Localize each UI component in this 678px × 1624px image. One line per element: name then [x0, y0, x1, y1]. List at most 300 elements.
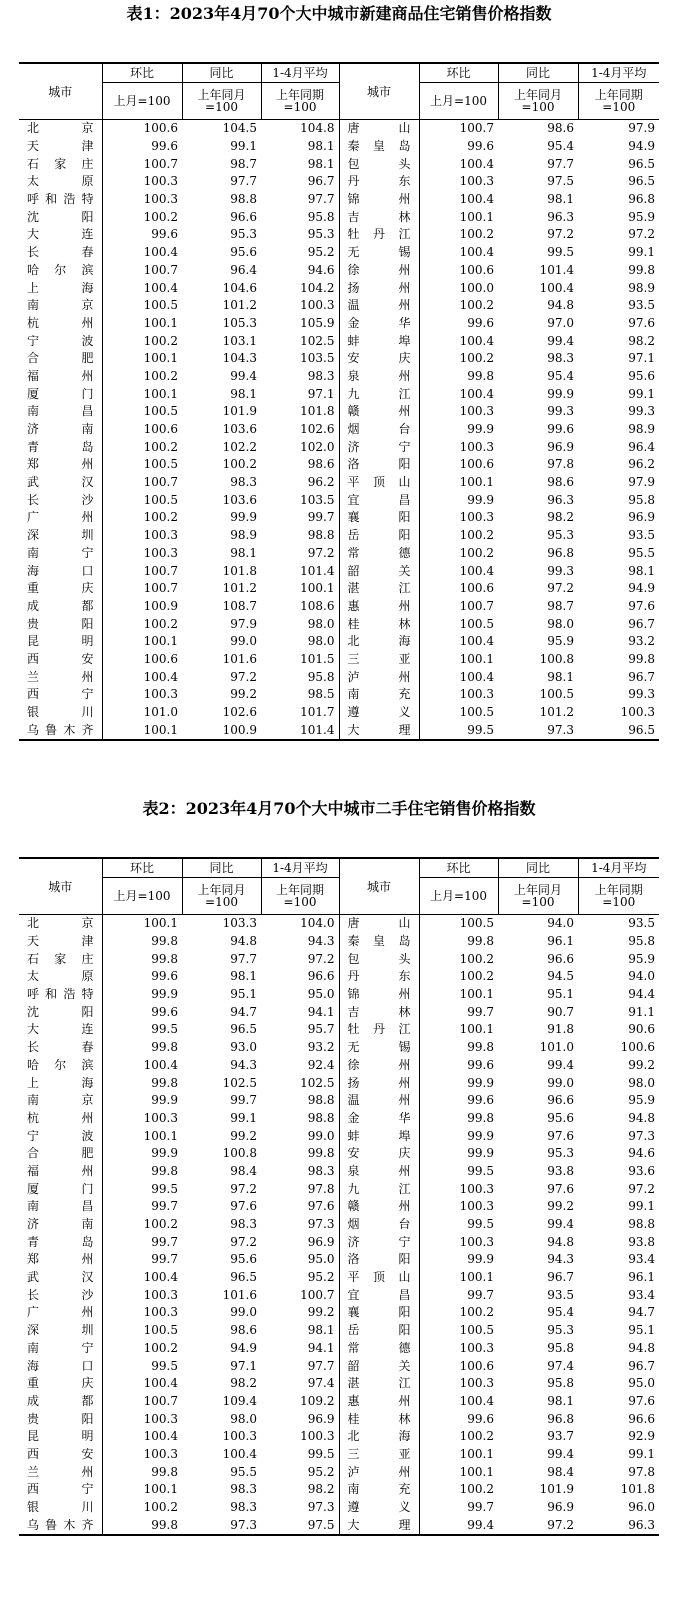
mom-value-left: 100.3: [143, 192, 178, 207]
mom-value-right: 100.2: [459, 1482, 494, 1497]
avg-value-left: 97.1: [261, 385, 339, 403]
avg-value-right: 96.4: [628, 439, 655, 454]
city-name-right: 宜 昌: [339, 491, 419, 509]
city-name-left: 郑 州: [19, 456, 102, 474]
mom-value-left: 99.9: [151, 1146, 178, 1161]
table1-new-housing-price-index: [19, 62, 659, 741]
mom-value-left: 100.5: [143, 1323, 178, 1338]
avg-value-right: 97.9: [628, 121, 655, 136]
table-row: [19, 474, 659, 492]
mom-value-right: 100.0: [459, 280, 494, 295]
table-row: [19, 1145, 659, 1163]
mom-value-left: 99.6: [151, 139, 178, 154]
avg-value-right: 98.1: [628, 563, 655, 578]
avg-value-right: 97.8: [628, 1464, 655, 1479]
mom-value-left: 100.2: [143, 439, 178, 454]
yoy-value-right: 98.4: [547, 1464, 574, 1479]
table2-second-hand-housing-price-index: [19, 857, 659, 1536]
mom-value-right: 99.8: [467, 1040, 494, 1055]
mom-header: 环比: [419, 63, 498, 83]
mom-value-right: 100.2: [459, 951, 494, 966]
city-name-right: 泉 州: [339, 1163, 419, 1181]
city-name-right: 南 充: [339, 686, 419, 704]
city-name-right: 蚌 埠: [339, 332, 419, 350]
yoy-value-right: 97.2: [547, 227, 574, 242]
avg-value-right: 96.9: [628, 510, 655, 525]
yoy-value-left: 103.3: [222, 916, 257, 931]
mom-header: 环比: [419, 858, 498, 878]
avg-value-right: 94.6: [628, 1146, 655, 1161]
mom-value-left: 100.4: [143, 669, 178, 684]
yoy-value-right: 97.5: [547, 174, 574, 189]
city-name-left: 北 京: [19, 915, 102, 933]
avg-value-left: 100.3: [261, 297, 339, 315]
mom-value-left: 100.4: [143, 280, 178, 295]
avg-value-right: 98.9: [628, 280, 655, 295]
city-name-right: 九 江: [339, 1180, 419, 1198]
mom-value-right: 99.5: [467, 1217, 494, 1232]
city-name-right: 常 德: [339, 1340, 419, 1358]
avg-value-right: 95.0: [628, 1376, 655, 1391]
yoy-value-left: 100.4: [222, 1446, 257, 1461]
mom-value-left: 100.6: [143, 422, 178, 437]
mom-value-left: 100.7: [143, 475, 178, 490]
table-row: [19, 456, 659, 474]
table-row: [19, 262, 659, 280]
avg-value-right: 97.6: [628, 315, 655, 330]
yoy-header: 同比: [182, 858, 261, 878]
city-name-left: 南 宁: [19, 545, 102, 563]
yoy-value-left: 97.2: [230, 1181, 257, 1196]
city-name-right: 平 顶 山: [339, 1269, 419, 1287]
mom-value-right: 100.3: [459, 174, 494, 189]
yoy-value-right: 96.1: [547, 934, 574, 949]
city-name-left: 天 津: [19, 933, 102, 951]
mom-value-right: 100.6: [459, 262, 494, 277]
city-name-left: 合 肥: [19, 1145, 102, 1163]
mom-value-right: 100.5: [459, 616, 494, 631]
avg-value-left: 95.2: [261, 1269, 339, 1287]
yoy-value-left: 102.5: [222, 1075, 257, 1090]
yoy-value-left: 101.6: [222, 1287, 257, 1302]
city-name-left: 兰 州: [19, 1463, 102, 1481]
yoy-value-right: 99.4: [547, 333, 574, 348]
mom-value-right: 100.3: [459, 510, 494, 525]
yoy-value-right: 94.5: [547, 969, 574, 984]
avg-value-right: 99.3: [628, 404, 655, 419]
table-row: [19, 651, 659, 669]
yoy-value-right: 93.7: [547, 1429, 574, 1444]
city-name-right: 无 锡: [339, 244, 419, 262]
yoy-value-left: 101.8: [222, 563, 257, 578]
table-row: [19, 545, 659, 563]
avg-value-left: 102.0: [261, 438, 339, 456]
table-row: [19, 1039, 659, 1057]
city-name-right: 桂 林: [339, 1410, 419, 1428]
yoy-value-right: 95.8: [547, 1376, 574, 1391]
city-name-right: 遵 义: [339, 704, 419, 722]
city-name-right: 常 德: [339, 545, 419, 563]
city-name-left: 青 岛: [19, 438, 102, 456]
mom-value-right: 100.2: [459, 545, 494, 560]
avg-value-right: 91.1: [628, 1004, 655, 1019]
city-name-left: 乌鲁木齐: [19, 1516, 102, 1535]
yoy-value-right: 99.6: [547, 422, 574, 437]
yoy-value-right: 95.3: [547, 1323, 574, 1338]
yoy-value-left: 100.8: [222, 1146, 257, 1161]
mom-base-header: 上月=100: [102, 83, 182, 120]
avg-value-right: 96.3: [578, 1516, 659, 1535]
city-name-left: 杭 州: [19, 315, 102, 333]
mom-value-right: 100.3: [459, 439, 494, 454]
city-name-right: 温 州: [339, 297, 419, 315]
mom-value-right: 100.1: [459, 987, 494, 1002]
table-row: [19, 1092, 659, 1110]
mom-value-left: 99.8: [151, 934, 178, 949]
yoy-value-left: 95.5: [230, 1464, 257, 1479]
avg-value-left: 96.7: [261, 173, 339, 191]
mom-value-right: 99.6: [467, 1093, 494, 1108]
yoy-value-right: 101.0: [539, 1040, 574, 1055]
avg-value-right: 96.5: [628, 174, 655, 189]
city-name-left: 南 宁: [19, 1340, 102, 1358]
avg-value-left: 98.3: [261, 1163, 339, 1181]
mom-header: 环比: [102, 63, 182, 83]
city-name-right: 襄 阳: [339, 509, 419, 527]
mom-base-header: 上月=100: [419, 83, 498, 120]
avg-value-right: 96.5: [628, 156, 655, 171]
avg-value-right: 96.7: [628, 669, 655, 684]
city-name-right: 济 宁: [339, 1233, 419, 1251]
city-name-left: 呼和浩特: [19, 191, 102, 209]
mom-value-right: 100.7: [459, 598, 494, 613]
avg-value-left: 103.5: [261, 491, 339, 509]
mom-value-right: 99.7: [467, 1500, 494, 1515]
city-name-left: 呼和浩特: [19, 986, 102, 1004]
city-name-right: 唐 山: [339, 915, 419, 933]
yoy-value-right: 97.7: [547, 156, 574, 171]
yoy-value-left: 101.6: [222, 651, 257, 666]
avg-value-right: 99.1: [628, 245, 655, 260]
city-name-left: 武 汉: [19, 474, 102, 492]
avg-value-right: 99.2: [628, 1057, 655, 1072]
city-name-left: 海 口: [19, 1357, 102, 1375]
avg-value-right: 96.6: [628, 1411, 655, 1426]
table-row: [19, 950, 659, 968]
avg-value-right: 95.9: [628, 951, 655, 966]
city-name-right: 湛 江: [339, 580, 419, 598]
yoy-value-right: 95.1: [547, 987, 574, 1002]
yoy-value-right: 99.3: [547, 404, 574, 419]
avg-value-right: 97.6: [628, 1393, 655, 1408]
yoy-value-left: 100.3: [222, 1429, 257, 1444]
mom-value-right: 100.1: [459, 1022, 494, 1037]
city-header: 城市: [339, 858, 419, 915]
mom-value-left: 100.2: [143, 1217, 178, 1232]
city-name-right: 洛 阳: [339, 456, 419, 474]
avg-value-left: 97.5: [261, 1516, 339, 1535]
city-name-right: 宜 昌: [339, 1286, 419, 1304]
yoy-value-left: 98.7: [230, 156, 257, 171]
mom-value-right: 100.3: [459, 1340, 494, 1355]
yoy-value-right: 95.4: [547, 368, 574, 383]
yoy-value-right: 96.9: [547, 1500, 574, 1515]
mom-value-right: 100.4: [459, 563, 494, 578]
yoy-value-right: 96.8: [547, 1411, 574, 1426]
yoy-value-right: 95.4: [547, 139, 574, 154]
city-name-left: 北 京: [19, 120, 102, 138]
city-name-right: 济 宁: [339, 438, 419, 456]
yoy-value-right: 95.3: [547, 1146, 574, 1161]
city-name-left: 石 家 庄: [19, 950, 102, 968]
yoy-value-right: 95.4: [547, 1305, 574, 1320]
yoy-value-left: 97.7: [230, 951, 257, 966]
table-row: [19, 1410, 659, 1428]
avg-value-left: 97.3: [261, 1499, 339, 1517]
mom-value-right: 100.5: [459, 1323, 494, 1338]
table-row: [19, 1127, 659, 1145]
mom-value-right: 99.8: [467, 368, 494, 383]
yoy-value-right: 98.3: [547, 351, 574, 366]
mom-value-left: 100.3: [143, 687, 178, 702]
yoy-base-header: 上年同月=100: [182, 878, 261, 915]
mom-value-right: 100.2: [459, 298, 494, 313]
yoy-value-left: 96.5: [230, 1270, 257, 1285]
yoy-value-left: 101.2: [222, 298, 257, 313]
table-row: [19, 1499, 659, 1517]
city-name-right: 泸 州: [339, 1463, 419, 1481]
city-name-left: 南 京: [19, 297, 102, 315]
mom-value-right: 99.9: [467, 1128, 494, 1143]
yoy-value-right: 97.3: [498, 721, 578, 740]
city-name-left: 大 连: [19, 1021, 102, 1039]
avg-value-right: 95.5: [628, 545, 655, 560]
yoy-value-left: 97.1: [230, 1358, 257, 1373]
table-row: [19, 686, 659, 704]
city-name-right: 金 华: [339, 315, 419, 333]
yoy-value-left: 98.1: [230, 386, 257, 401]
yoy-value-right: 98.6: [547, 121, 574, 136]
avg-value-right: 96.7: [628, 1358, 655, 1373]
avg-value-right: 100.6: [620, 1040, 655, 1055]
city-name-left: 宁 波: [19, 332, 102, 350]
avg-value-right: 95.9: [628, 209, 655, 224]
yoy-value-left: 99.0: [230, 634, 257, 649]
yoy-value-left: 99.4: [230, 368, 257, 383]
city-name-left: 广 州: [19, 1304, 102, 1322]
table-row: [19, 1393, 659, 1411]
yoy-value-right: 99.4: [547, 1057, 574, 1072]
table-row: [19, 368, 659, 386]
avg-value-left: 101.4: [261, 562, 339, 580]
table-row: [19, 279, 659, 297]
table-row: [19, 1269, 659, 1287]
mom-value-left: 100.2: [143, 1340, 178, 1355]
mom-value-left: 100.9: [143, 598, 178, 613]
mom-value-left: 100.3: [143, 1305, 178, 1320]
avg-header: 1-4月平均: [261, 63, 339, 83]
city-name-right: 南 充: [339, 1481, 419, 1499]
city-name-right: 三 亚: [339, 651, 419, 669]
city-name-left: 太 原: [19, 968, 102, 986]
avg-value-right: 93.5: [628, 528, 655, 543]
avg-value-right: 94.0: [628, 969, 655, 984]
avg-value-left: 95.2: [261, 244, 339, 262]
table-row: [19, 633, 659, 651]
avg-value-left: 100.7: [261, 1286, 339, 1304]
yoy-value-left: 99.1: [230, 139, 257, 154]
avg-value-right: 99.1: [628, 386, 655, 401]
avg-value-right: 96.1: [628, 1270, 655, 1285]
mom-value-left: 99.5: [151, 1181, 178, 1196]
city-name-right: 大 理: [339, 1516, 419, 1535]
yoy-value-left: 96.4: [230, 262, 257, 277]
table-row: [19, 297, 659, 315]
table-row: [19, 1110, 659, 1128]
city-name-left: 深 圳: [19, 527, 102, 545]
table-row: [19, 562, 659, 580]
avg-value-left: 94.3: [261, 933, 339, 951]
yoy-value-left: 95.3: [230, 227, 257, 242]
avg-value-left: 104.0: [261, 915, 339, 933]
city-name-left: 广 州: [19, 509, 102, 527]
table-row: [19, 1286, 659, 1304]
city-name-left: 沈 阳: [19, 1003, 102, 1021]
avg-value-left: 109.2: [261, 1393, 339, 1411]
city-name-right: 温 州: [339, 1092, 419, 1110]
city-name-left: 南 京: [19, 1092, 102, 1110]
avg-value-right: 95.9: [628, 1093, 655, 1108]
city-name-right: 秦 皇 岛: [339, 933, 419, 951]
mom-value-right: 100.1: [459, 1270, 494, 1285]
avg-value-right: 96.7: [628, 616, 655, 631]
table1-body: [19, 120, 659, 741]
city-name-right: 锦 州: [339, 191, 419, 209]
city-name-left: 贵 阳: [19, 615, 102, 633]
city-name-right: 包 头: [339, 155, 419, 173]
avg-value-left: 98.2: [261, 1481, 339, 1499]
avg-value-left: 94.6: [261, 262, 339, 280]
avg-base-header: 上年同期=100: [261, 83, 339, 120]
table-row: [19, 1357, 659, 1375]
mom-value-left: 100.4: [143, 1057, 178, 1072]
yoy-value-left: 104.3: [222, 351, 257, 366]
yoy-value-right: 94.0: [547, 916, 574, 931]
city-name-right: 秦 皇 岛: [339, 138, 419, 156]
avg-value-left: 102.5: [261, 1074, 339, 1092]
city-name-left: 太 原: [19, 173, 102, 191]
mom-value-left: 99.5: [151, 1358, 178, 1373]
table-row: [19, 1251, 659, 1269]
table-row: [19, 1180, 659, 1198]
mom-value-right: 99.6: [467, 315, 494, 330]
avg-value-left: 94.1: [261, 1340, 339, 1358]
mom-value-right: 100.2: [459, 351, 494, 366]
yoy-base-header: 上年同月=100: [498, 83, 578, 120]
avg-value-left: 103.5: [261, 350, 339, 368]
city-name-right: 锦 州: [339, 986, 419, 1004]
city-name-right: 韶 关: [339, 562, 419, 580]
yoy-value-left: 99.0: [230, 1305, 257, 1320]
avg-value-left: 97.6: [261, 1198, 339, 1216]
yoy-value-right: 95.6: [547, 1110, 574, 1125]
yoy-value-right: 90.7: [547, 1004, 574, 1019]
city-name-right: 金 华: [339, 1110, 419, 1128]
city-name-left: 长 春: [19, 244, 102, 262]
mom-value-right: 99.7: [467, 1004, 494, 1019]
yoy-value-right: 98.6: [547, 475, 574, 490]
yoy-value-right: 96.9: [547, 439, 574, 454]
yoy-value-left: 103.6: [222, 422, 257, 437]
city-name-left: 昆 明: [19, 633, 102, 651]
mom-value-right: 100.4: [459, 245, 494, 260]
city-name-left: 重 庆: [19, 580, 102, 598]
avg-value-right: 96.8: [628, 192, 655, 207]
city-name-left: 天 津: [19, 138, 102, 156]
avg-value-left: 100.1: [261, 580, 339, 598]
city-name-right: 岳 阳: [339, 1322, 419, 1340]
mom-value-left: 100.4: [143, 245, 178, 260]
city-name-left: 海 口: [19, 562, 102, 580]
city-name-right: 烟 台: [339, 1216, 419, 1234]
mom-value-right: 100.6: [459, 581, 494, 596]
table-row: [19, 986, 659, 1004]
yoy-value-left: 99.9: [230, 510, 257, 525]
mom-value-left: 100.2: [143, 1500, 178, 1515]
city-name-right: 包 头: [339, 950, 419, 968]
city-name-left: 银 川: [19, 704, 102, 722]
table-row: [19, 1428, 659, 1446]
mom-value-right: 100.1: [459, 475, 494, 490]
avg-value-left: 97.2: [261, 950, 339, 968]
mom-value-right: 100.4: [459, 669, 494, 684]
city-name-right: 牡 丹 江: [339, 1021, 419, 1039]
yoy-value-right: 99.9: [547, 386, 574, 401]
mom-value-right: 100.2: [459, 969, 494, 984]
avg-base-header: 上年同期=100: [594, 883, 643, 909]
mom-value-left: 99.7: [151, 1252, 178, 1267]
city-name-left: 济 南: [19, 1216, 102, 1234]
mom-value-right: 99.8: [467, 1110, 494, 1125]
avg-value-left: 98.8: [261, 1110, 339, 1128]
mom-value-left: 100.6: [143, 121, 178, 136]
yoy-value-right: 94.3: [547, 1252, 574, 1267]
city-name-right: 无 锡: [339, 1039, 419, 1057]
avg-value-left: 98.1: [261, 138, 339, 156]
avg-value-left: 100.3: [261, 1428, 339, 1446]
city-name-left: 哈 尔 滨: [19, 262, 102, 280]
table-row: [19, 173, 659, 191]
city-name-right: 安 庆: [339, 1145, 419, 1163]
table-row: [19, 403, 659, 421]
city-name-right: 北 海: [339, 1428, 419, 1446]
yoy-value-left: 97.2: [230, 669, 257, 684]
mom-value-left: 99.8: [151, 1040, 178, 1055]
avg-value-left: 98.1: [261, 155, 339, 173]
mom-value-right: 100.1: [459, 1446, 494, 1461]
table-row: [19, 491, 659, 509]
mom-value-right: 99.5: [419, 721, 498, 740]
city-name-right: 三 亚: [339, 1446, 419, 1464]
avg-value-right: 93.5: [628, 916, 655, 931]
yoy-value-left: 98.1: [230, 545, 257, 560]
mom-value-left: 100.6: [143, 651, 178, 666]
mom-value-right: 100.4: [459, 192, 494, 207]
table-row: [19, 615, 659, 633]
yoy-value-right: 100.8: [539, 651, 574, 666]
yoy-value-left: 101.2: [222, 581, 257, 596]
mom-value-left: 100.7: [143, 1393, 178, 1408]
